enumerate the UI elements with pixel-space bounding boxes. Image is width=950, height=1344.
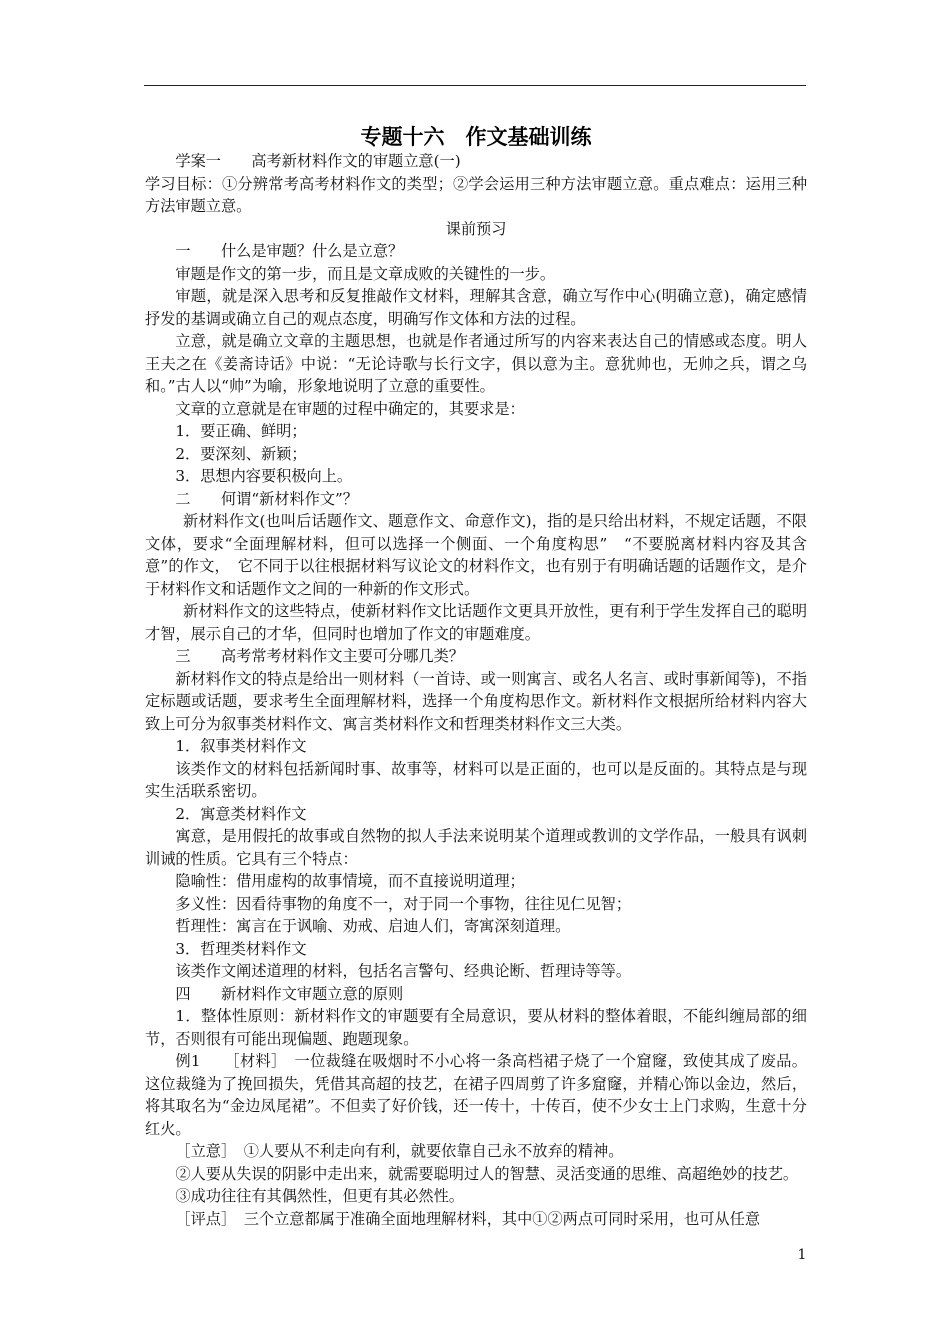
paragraph: ②人要从失误的阴影中走出来，就需要聪明过人的智慧、灵活变通的思维、高超绝妙的技艺。: [175, 1164, 799, 1183]
list-item: 1．叙事类材料作文: [175, 737, 307, 755]
paragraph: 隐喻性：借用虚构的故事情境，而不直接说明道理；: [175, 872, 525, 890]
list-item: 3．思想内容要积极向上。: [175, 467, 353, 485]
paragraph: 寓意，是用假托的故事或自然物的拟人手法来说明某个道理或教训的文学作品，一般具有讽刺训诫的性质。它具有三个特点：: [145, 827, 807, 868]
list-item: 1．要正确、鲜明；: [175, 422, 307, 440]
paragraph: 该类作文的材料包括新闻时事、故事等，材料可以是正面的，也可以是反面的。其特点是与现实生活联系密切。: [145, 759, 807, 800]
list-item: 3．哲理类材料作文: [175, 939, 307, 958]
heading-three: 三 高考常考材料作文主要可分哪几类？: [175, 647, 464, 665]
section-heading: 学案一 高考新材料作文的审题立意(一): [175, 152, 461, 170]
subheading-preview: 课前预习: [445, 219, 507, 238]
page-title: 专题十六 作文基础训练: [360, 124, 592, 149]
paragraph: ［立意］ ①人要从不利走向有利，就要依靠自己永不放弃的精神。: [175, 1142, 624, 1160]
list-item: 2．要深刻、新颖；: [175, 444, 307, 463]
header-rule: [144, 85, 806, 86]
heading-two: 二 何谓“新材料作文”？: [175, 489, 358, 508]
paragraph: 新材料作文的特点是给出一则材料（一首诗、或一则寓言、或名人名言、或时事新闻等)，不指定标题或话题，要求考生全面理解材料，选择一个角度构思作文。新材料作文根据所给材料内容大致上可分为叙事类材料作文、寓言类材料作文和哲理类材料作文三大类。: [145, 669, 807, 733]
paragraph: 审题是作文的第一步，而且是文章成败的关键性的一步。: [175, 264, 556, 283]
page-number: 1: [797, 1247, 807, 1263]
heading-one: 一 什么是审题？什么是立意？: [175, 242, 404, 260]
example-paragraph: 例1 ［材料］ 一位裁缝在吸烟时不小心将一条高档裙子烧了一个窟窿，致使其成了废品。这位裁缝为了挽回损失，凭借其高超的技艺，在裙子四周剪了许多窟窿，并精心饰以金边，然后，将其取名为“金边凤尾裙”。不但卖了好价钱，还一传十，十传百，使不少女士上门求购，生意十分红火。: [145, 1052, 807, 1138]
document-body: [145, 122, 807, 1230]
heading-four: 四 新材料作文审题立意的原则: [175, 984, 404, 1003]
paragraph: ③成功往往有其偶然性，但更有其必然性。: [175, 1187, 464, 1205]
paragraph: 哲理性：寓言在于讽喻、劝戒、启迪人们，寄寓深刻道理。: [175, 917, 571, 935]
paragraph: 新材料作文(也叫后话题作文、题意作文、命意作文)，指的是只给出材料，不规定话题，不限文体，要求“全面理解材料，但可以选择一个侧面、一个角度构思” “不要脱离材料内容及其含意”的作文， 它不同于以往根据材料写议论文的材料作文，也有别于有明确话题的话题作文，是介于材料作文和话题作文之间的一种新的作文形式。: [145, 512, 807, 598]
learning-objectives: 学习目标：①分辨常考高考材料作文的类型；②学会运用三种方法审题立意。重点难点：运用三种方法审题立意。: [145, 174, 807, 215]
list-item: 2．寓意类材料作文: [175, 804, 307, 823]
paragraph: 新材料作文的这些特点，使新材料作文比话题作文更具开放性，更有利于学生发挥自己的聪明才智，展示自己的才华，但同时也增加了作文的审题难度。: [145, 602, 807, 643]
paragraph: 多义性：因看待事物的角度不一，对于同一个事物，往往见仁见智；: [175, 894, 632, 913]
paragraph: 文章的立意就是在审题的过程中确定的，其要求是：: [175, 399, 525, 418]
paragraph: 立意，就是确立文章的主题思想，也就是作者通过所写的内容来表达自己的情感或态度。明人王夫之在《姜斋诗话》中说：“无论诗歌与长行文字，俱以意为主。意犹帅也，无帅之兵，谓之乌和。”古人以“帅”为喻，形象地说明了立意的重要性。: [145, 332, 807, 395]
paragraph: 该类作文阐述道理的材料，包括名言警句、经典论断、哲理诗等等。: [175, 962, 632, 980]
paragraph: ［评点］ 三个立意都属于准确全面地理解材料，其中①②两点可同时采用，也可从任意: [175, 1209, 761, 1228]
paragraph: 1．整体性原则：新材料作文的审题要有全局意识，要从材料的整体着眼，不能纠缠局部的细节，否则很有可能出现偏题、跑题现象。: [145, 1007, 807, 1048]
paragraph: 审题，就是深入思考和反复推敲作文材料，理解其含意，确立写作中心(明确立意)，确定感情抒发的基调或确立自己的观点态度，明确写作文体和方法的过程。: [145, 287, 807, 328]
